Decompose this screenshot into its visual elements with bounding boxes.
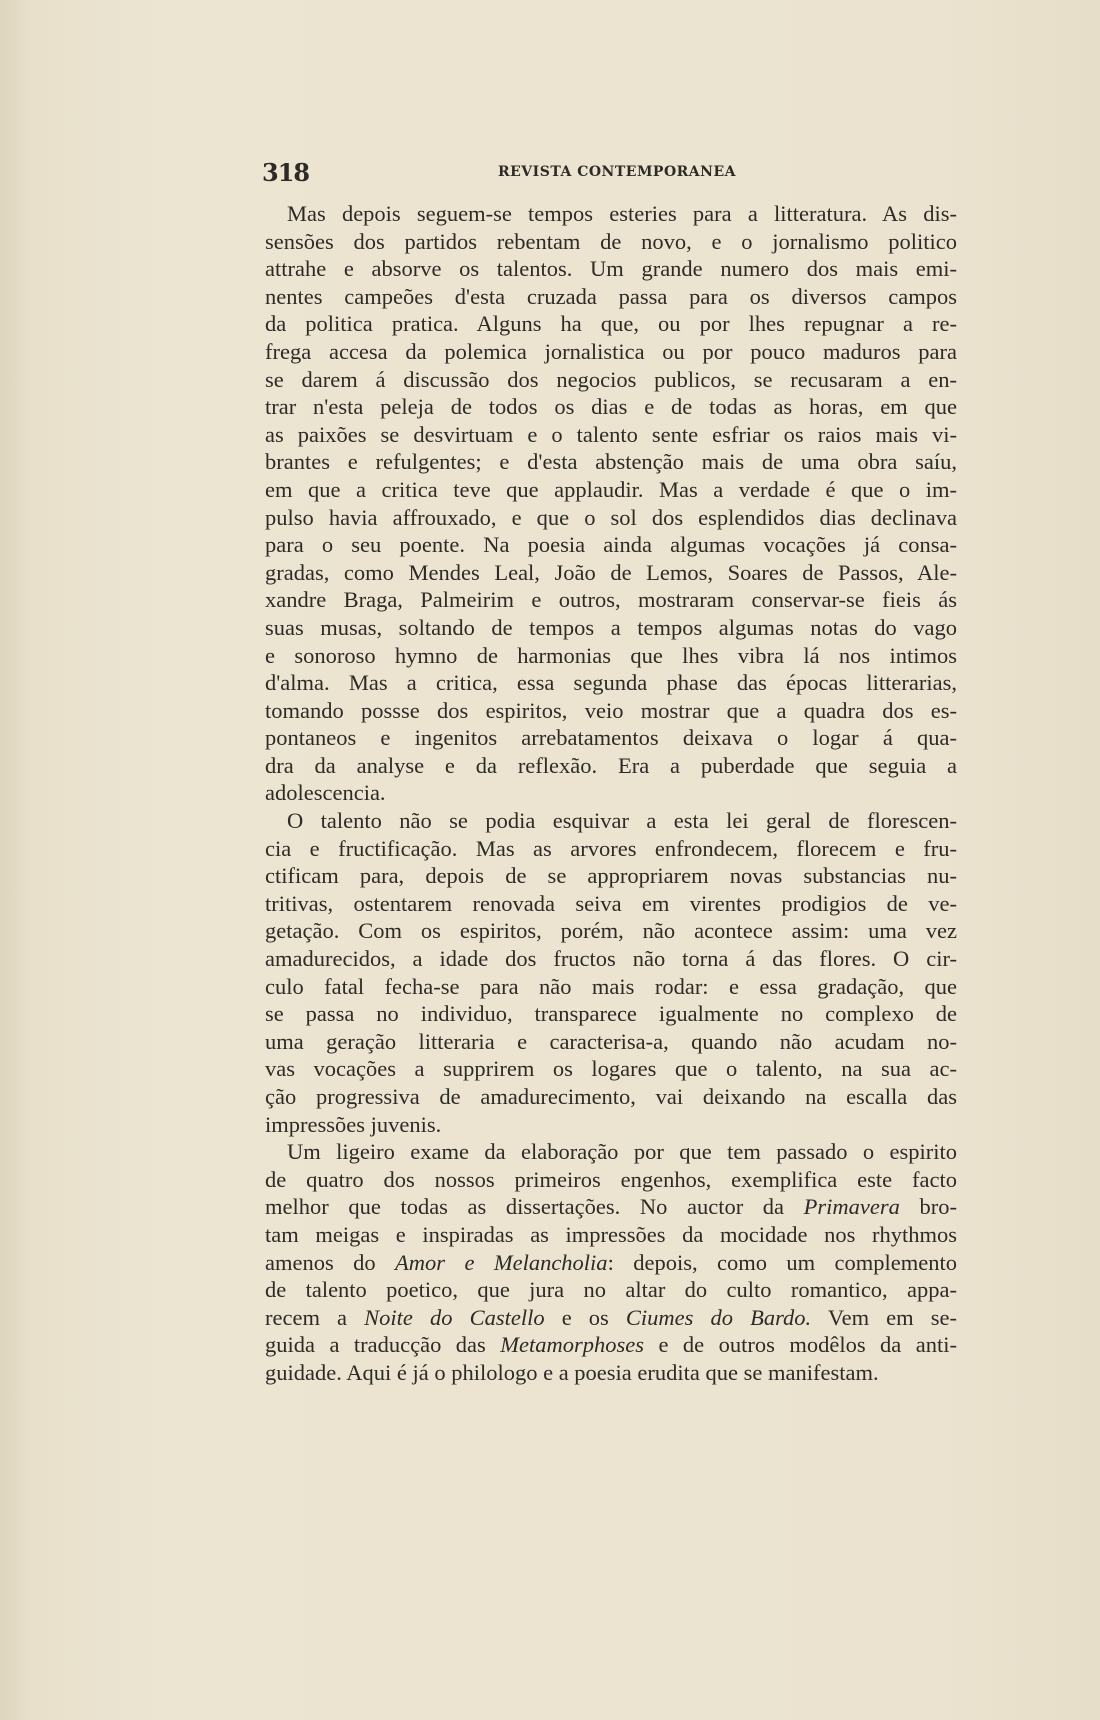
text-line: d'alma. Mas a critica, essa segunda phase das épocas litterarias, bbox=[265, 670, 957, 696]
paragraph bbox=[265, 1138, 957, 1386]
text-line: adolescencia. bbox=[265, 780, 386, 806]
text-segment: Um ligeiro exame da elaboração por que tem passado o espirito bbox=[287, 1139, 957, 1165]
text-line: se passa no individuo, transparece igualmente no complexo de bbox=[265, 1001, 957, 1027]
text-segment: Vem em se- bbox=[811, 1304, 957, 1330]
text-line bbox=[265, 1331, 957, 1359]
text-line bbox=[265, 1304, 957, 1332]
text-segment: melhor que todas as dissertações. No auctor da bbox=[265, 1194, 804, 1220]
text-line: trar n'esta peleja de todos os dias e de todas as horas, em que bbox=[265, 394, 957, 420]
text-line: xandre Braga, Palmeirim e outros, mostraram conservar-se fieis ás bbox=[265, 587, 957, 613]
italic-title: Amor e Melancholia bbox=[395, 1249, 608, 1275]
italic-title: Primavera bbox=[803, 1194, 900, 1220]
text-line bbox=[265, 1193, 957, 1221]
page-header bbox=[262, 158, 962, 188]
text-line: Mas depois seguem-se tempos esteries para a litteratura. As dis- bbox=[287, 201, 957, 226]
paragraph bbox=[265, 807, 957, 1138]
text-line: uma geração litteraria e caracterisa-a, quando não acudam no- bbox=[265, 1028, 957, 1054]
text-segment: amenos do bbox=[265, 1249, 396, 1275]
text-segment: : depois, como um complemento bbox=[607, 1249, 957, 1275]
text-line: vas vocações a supprirem os logares que o talento, na sua ac- bbox=[265, 1056, 957, 1082]
text-segment: guidade. Aqui é já o philologo e a poesia erudita que se manifestam. bbox=[265, 1359, 879, 1385]
text-segment: tam meigas e inspiradas as impressões da mocidade nos rhythmos bbox=[265, 1221, 957, 1247]
body-text bbox=[265, 200, 957, 1387]
text-line: tomando possse dos espiritos, veio mostrar que a quadra dos es- bbox=[265, 697, 957, 723]
text-segment: recem a bbox=[265, 1304, 365, 1330]
text-line: para o seu poente. Na poesia ainda algumas vocações já consa- bbox=[265, 532, 957, 558]
text-line: getação. Com os espiritos, porém, não acontece assim: uma vez bbox=[265, 918, 957, 944]
running-head: REVISTA CONTEMPORANEA bbox=[498, 164, 736, 180]
text-line: suas musas, soltando de tempos a tempos algumas notas do vago bbox=[265, 614, 957, 640]
text-line bbox=[265, 1359, 957, 1387]
text-line: tritivas, ostentarem renovada seiva em virentes prodigios de ve- bbox=[265, 890, 957, 916]
text-line bbox=[265, 1138, 957, 1166]
text-segment: de talento poetico, que jura no altar do culto romantico, appa- bbox=[265, 1277, 957, 1303]
text-line bbox=[265, 1221, 957, 1249]
text-line: gradas, como Mendes Leal, João de Lemos, Soares de Passos, Ale- bbox=[265, 559, 957, 585]
paragraph bbox=[265, 200, 957, 807]
text-segment: guida a traducção das bbox=[265, 1332, 501, 1358]
text-line: ctificam para, depois de se appropriarem novas substancias nu- bbox=[265, 863, 957, 889]
text-line: impressões juvenis. bbox=[265, 1111, 442, 1137]
text-line: as paixões se desvirtuam e o talento sente esfriar os raios mais vi- bbox=[265, 421, 957, 447]
text-line: attrahe e absorve os talentos. Um grande numero dos mais emi- bbox=[265, 256, 957, 282]
text-line bbox=[265, 1276, 957, 1304]
italic-title: Metamorphoses bbox=[500, 1332, 645, 1358]
text-line: nentes campeões d'esta cruzada passa para os diversos campos bbox=[265, 283, 957, 309]
text-line: brantes e refulgentes; e d'esta abstenção mais de uma obra saíu, bbox=[265, 449, 957, 475]
italic-title: Ciumes do Bardo. bbox=[625, 1304, 812, 1330]
text-segment: e de outros modêlos da anti- bbox=[644, 1332, 957, 1358]
text-line: frega accesa da polemica jornalistica ou por pouco maduros para bbox=[265, 338, 957, 364]
text-line: amadurecidos, a idade dos fructos não torna á das flores. O cir- bbox=[265, 946, 957, 972]
text-line: sensões dos partidos rebentam de novo, e o jornalismo politico bbox=[265, 228, 957, 254]
text-line: pulso havia affrouxado, e que o sol dos esplendidos dias declinava bbox=[265, 504, 957, 530]
text-line: em que a critica teve que applaudir. Mas a verdade é que o im- bbox=[265, 476, 957, 502]
text-segment: bro- bbox=[899, 1194, 957, 1220]
text-line bbox=[265, 1166, 957, 1194]
text-line: da politica pratica. Alguns ha que, ou por lhes repugnar a re- bbox=[265, 311, 957, 337]
text-line: se darem á discussão dos negocios publicos, se recusaram a en- bbox=[265, 366, 957, 392]
text-line: O talento não se podia esquivar a esta lei geral de florescen- bbox=[287, 808, 957, 834]
text-line: pontaneos e ingenitos arrebatamentos deixava o logar á qua- bbox=[265, 725, 957, 751]
page-number: 318 bbox=[262, 158, 310, 187]
text-line: cia e fructificação. Mas as arvores enfrondecem, florecem e fru- bbox=[265, 835, 957, 861]
text-line bbox=[265, 1249, 957, 1277]
text-line: ção progressiva de amadurecimento, vai deixando na escalla das bbox=[265, 1084, 957, 1109]
italic-title: Noite do Castello bbox=[364, 1304, 545, 1330]
text-line: dra da analyse e da reflexão. Era a puberdade que seguia a bbox=[265, 752, 957, 778]
text-segment: e os bbox=[544, 1304, 626, 1330]
text-line: culo fatal fecha-se para não mais rodar: e essa gradação, que bbox=[265, 973, 957, 999]
text-segment: de quatro dos nossos primeiros engenhos, exemplifica este facto bbox=[265, 1166, 957, 1192]
text-line: e sonoroso hymno de harmonias que lhes vibra lá nos intimos bbox=[265, 642, 957, 668]
